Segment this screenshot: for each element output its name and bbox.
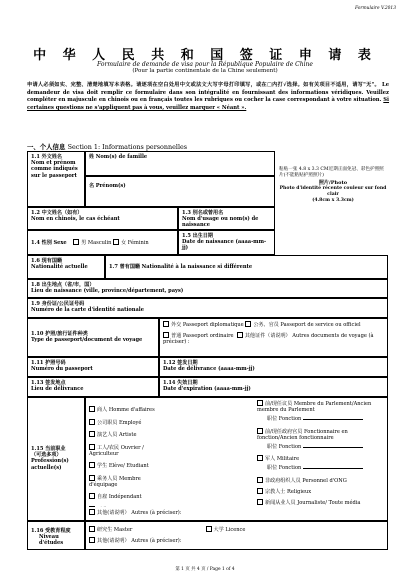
occ-opt bbox=[89, 462, 156, 469]
nationality-field[interactable] bbox=[27, 255, 105, 279]
form-version: Formulaire V.2013 bbox=[354, 6, 396, 11]
occ-religious-zh: 宗教人士 bbox=[265, 488, 286, 495]
occ-official-fn: 职位 Fonction bbox=[267, 444, 302, 451]
occ-military-fn-input[interactable] bbox=[303, 465, 363, 469]
field-1-7-zh: 1.7 曾有国籍 bbox=[109, 264, 141, 270]
occ-worker-fr: Ouvrier / Agriculteur bbox=[89, 444, 144, 457]
female-label-zh: 女 bbox=[121, 240, 127, 246]
occ-parliament-fr: Membre du Parlement/Ancien membre du Parlement bbox=[257, 401, 372, 414]
field-1-4-zh: 1.4 性别 bbox=[31, 240, 52, 246]
given-name-field[interactable] bbox=[85, 176, 275, 207]
other-document-checkbox[interactable] bbox=[237, 332, 243, 338]
occ-official-fn-input[interactable] bbox=[303, 444, 363, 448]
occ-businessman-zh: 商人 bbox=[97, 407, 108, 413]
field-1-1-label-zh: 1.1 外文姓名 bbox=[31, 154, 63, 160]
opt-service-zh: 公务、官员 bbox=[253, 322, 279, 328]
education-label bbox=[27, 521, 85, 550]
passport-type-options bbox=[159, 318, 388, 357]
section-heading-fr: Section 1: Informations personnelles bbox=[67, 143, 188, 151]
field-1-10-zh: 1.10 护照/旅行证件种类 bbox=[31, 331, 88, 337]
occ-right-opt bbox=[257, 428, 384, 441]
service-checkbox[interactable] bbox=[245, 321, 251, 327]
issue-place-field[interactable] bbox=[27, 377, 159, 397]
occ-businessman-fr: Homme d'affaires bbox=[108, 407, 155, 413]
occ-right-opt bbox=[257, 400, 384, 413]
chinese-name-field[interactable] bbox=[27, 207, 178, 230]
field-1-11-fr: Numéro du passeport bbox=[31, 366, 93, 373]
occ-crew-checkbox[interactable] bbox=[89, 475, 95, 481]
field-1-11-zh: 1.11 护照号码 bbox=[31, 360, 66, 366]
field-1-15-zh2: （可选多项） bbox=[31, 452, 62, 459]
occ-right-opt bbox=[257, 477, 384, 484]
field-1-12-zh: 1.12 签发日期 bbox=[163, 360, 198, 366]
occ-parliament-fn-input[interactable] bbox=[303, 416, 363, 420]
page-subtitle: Formulaire de demande de visa pour la République Populaire de Chine bbox=[97, 61, 313, 68]
field-1-13-zh: 1.13 签发地点 bbox=[31, 380, 66, 386]
occupation-other[interactable] bbox=[85, 507, 388, 521]
occ-other-fr: Autres (à préciser): bbox=[131, 510, 182, 516]
edu-licence-fr: Licence bbox=[225, 527, 246, 533]
field-1-15-fr: Profession(s) actuelle(s) bbox=[31, 458, 69, 471]
given-name-zh: 名 bbox=[89, 183, 95, 189]
occ-official-zh: 前/现任政府官员 bbox=[265, 428, 303, 435]
field-1-7-fr: Nationalité à la naissance si différente bbox=[141, 264, 253, 270]
occ-businessman-checkbox[interactable] bbox=[89, 406, 95, 412]
occ-journalist-fr: Journaliste/ Toute média bbox=[297, 500, 361, 507]
occ-employee-zh: 公司职员 bbox=[97, 419, 118, 426]
field-1-5-zh: 1.5 出生日期 bbox=[182, 233, 214, 239]
occ-employee-checkbox[interactable] bbox=[89, 419, 95, 425]
field-1-1-label-fr: Nom et prénom comme indiqués sur le passeport bbox=[31, 160, 78, 179]
alias-name-field[interactable] bbox=[178, 207, 275, 230]
field-1-2-zh: 1.2 中文姓名（如有） bbox=[31, 210, 83, 216]
occ-artist-fr: Artiste bbox=[119, 432, 137, 438]
passport-type-label bbox=[27, 318, 159, 357]
occ-journalist-checkbox[interactable] bbox=[257, 499, 263, 505]
occ-student-fr: Elève/ Etudiant bbox=[108, 463, 149, 470]
field-1-5-fr: Date de naissance (aaaa-mm-jj) bbox=[182, 239, 267, 252]
opt-diplomatic-zh: 外交 bbox=[171, 322, 182, 328]
occ-other-zh: 其他(请说明） bbox=[97, 510, 130, 516]
occ-religious-checkbox[interactable] bbox=[257, 488, 263, 494]
field-1-14-fr: Date d'expiration (aaaa-mm-jj) bbox=[163, 386, 251, 393]
female-label-fr: Féminin bbox=[127, 240, 149, 246]
field-1-8-fr: Lieu de naissance (ville, province/département, pays) bbox=[31, 288, 184, 295]
occupation-options-left bbox=[85, 397, 159, 507]
occ-right-opt bbox=[267, 416, 384, 422]
photo-instructions-zh: 粘贴一张 4.8 x 3.3 CM近期正面免冠、彩色护照照片(不能粘贴护照照片) bbox=[279, 167, 384, 178]
field-1-12-fr: Date de délivrance (aaaa-mm-jj) bbox=[163, 366, 255, 373]
photo-label: 照片/Photo bbox=[318, 179, 348, 186]
edu-licence-zh: 大学 bbox=[213, 527, 224, 533]
edu-other-zh: 其他(请说明） bbox=[97, 538, 130, 545]
photo-instructions-fr: Photo d'identité récente couleur sur fond clair bbox=[279, 186, 387, 198]
issue-date-field[interactable] bbox=[159, 357, 388, 377]
occ-official-fr: Fonctionnaire en fonction/Ancien fonctionnaire bbox=[257, 428, 348, 441]
male-label-zh: 男 bbox=[81, 240, 87, 246]
given-name-fr: Prénom(s) bbox=[95, 183, 126, 189]
field-1-3-zh: 1.3 别名或曾用名 bbox=[182, 210, 224, 216]
passport-number-field[interactable] bbox=[27, 357, 159, 377]
diplomatic-checkbox[interactable] bbox=[163, 321, 169, 327]
edu-other-checkbox[interactable] bbox=[89, 537, 95, 543]
occ-military-fr: Militaire bbox=[276, 456, 300, 463]
occ-ngo-zh: 非政府组织人员 bbox=[265, 477, 301, 484]
occ-right-opt bbox=[267, 444, 384, 450]
personal-info-form bbox=[27, 151, 388, 550]
occ-other-checkbox[interactable] bbox=[89, 509, 95, 515]
occ-opt bbox=[89, 406, 156, 413]
occ-opt bbox=[89, 493, 156, 500]
page-title: 中 华 人 民 共 和 国 签 证 申 请 表 bbox=[33, 48, 377, 63]
occ-parliament-checkbox[interactable] bbox=[257, 400, 263, 406]
field-1-16-fr: Niveau d'études bbox=[39, 534, 64, 547]
occ-right-opt bbox=[267, 465, 384, 471]
occ-student-checkbox[interactable] bbox=[89, 462, 95, 468]
field-1-15-zh: 1.15 当前职业 bbox=[31, 446, 66, 452]
field-1-6-fr: Nationalité actuelle bbox=[31, 264, 88, 271]
occ-opt bbox=[89, 431, 156, 438]
instructions-zh: 申请人必须如实、完整、清楚地填写本表格。请逐项在空白处用中文或法文大写字母打印填写，或在□内打√选择。如有关项目不适用，请写"无"。 bbox=[27, 82, 380, 88]
opt-diplomatic-fr: Passeport diplomatique bbox=[182, 322, 244, 328]
occ-ngo-checkbox[interactable] bbox=[257, 477, 263, 483]
occ-parliament-fn: 职位 Fonction bbox=[267, 416, 302, 423]
field-1-14-zh: 1.14 失效日期 bbox=[163, 380, 198, 386]
occ-opt bbox=[89, 419, 156, 426]
birth-place-field[interactable] bbox=[27, 279, 388, 298]
female-checkbox[interactable] bbox=[113, 239, 119, 245]
birth-date-field[interactable] bbox=[178, 230, 275, 255]
field-1-8-zh: 1.8 出生地点（省/市，国） bbox=[31, 282, 95, 288]
occ-crew-fr: Membre d'équipage bbox=[89, 475, 141, 488]
male-label-fr: Masculin bbox=[87, 240, 112, 246]
occupation-label bbox=[27, 397, 85, 521]
edu-other-fr: Autres (à préciser): bbox=[131, 538, 182, 545]
occ-worker-checkbox[interactable] bbox=[89, 444, 95, 450]
occ-opt bbox=[89, 444, 156, 457]
occ-official-checkbox[interactable] bbox=[257, 428, 263, 434]
occ-artist-zh: 演艺人员 bbox=[97, 432, 118, 438]
field-1-3-fr: Nom d'usage ou nom(s) de naissance bbox=[182, 216, 259, 229]
field-1-9-zh: 1.9 身份证/公民证号码 bbox=[31, 301, 85, 307]
occ-worker-zh: 工人/农民 bbox=[97, 444, 120, 451]
occ-military-fn: 职位 Fonction bbox=[267, 465, 302, 472]
opt-ordinary-fr: Passeport ordinaire bbox=[182, 333, 234, 340]
sex-field bbox=[27, 230, 178, 255]
occ-military-zh: 军人 bbox=[265, 456, 276, 463]
occ-crew-zh: 乘务人员 bbox=[97, 475, 118, 482]
occ-right-opt bbox=[257, 499, 384, 506]
instructions-fr-underlined: Si certaines questions ne s'appliquent pas à vous, veuillez marquer « Néant ». bbox=[27, 97, 390, 111]
occ-parliament-zh: 前/现任议员 bbox=[265, 401, 293, 407]
occ-self-employed-checkbox[interactable] bbox=[89, 493, 95, 499]
field-1-13-fr: Lieu de délivrance bbox=[31, 386, 84, 393]
occ-opt bbox=[89, 475, 156, 488]
occ-student-zh: 学生 bbox=[97, 463, 108, 470]
male-checkbox[interactable] bbox=[73, 239, 79, 245]
occ-ngo-fr: Personnel d'ONG bbox=[302, 477, 347, 484]
occ-journalist-zh: 新闻从业人员 bbox=[265, 500, 296, 507]
field-1-10-fr: Type de passeport/document de voyage bbox=[31, 337, 143, 344]
instructions-fr: Le demandeur de visa doit remplir ce formulaire dans son intégralité en fournissant des informations véridiques. Veuillez compléter en majuscule en chinois ou en français toutes les rubriques ou cocher la case correspondant à votre situation. bbox=[27, 82, 389, 104]
field-1-2-fr: Nom en chinois, le cas échéant bbox=[31, 216, 120, 223]
occ-religious-fr: Religieux bbox=[287, 488, 312, 495]
occ-right-opt bbox=[257, 488, 384, 495]
instructions bbox=[27, 82, 389, 112]
field-1-16-zh: 1.16 受教育程度 bbox=[31, 528, 71, 534]
occ-artist-checkbox[interactable] bbox=[89, 431, 95, 437]
occ-right-opt bbox=[257, 455, 384, 462]
id-number-field[interactable] bbox=[27, 298, 388, 318]
field-1-4-fr: Sexe bbox=[53, 240, 67, 246]
field-1-1-label bbox=[27, 151, 85, 207]
opt-other-zh: 其他证件（请说明） bbox=[244, 333, 291, 340]
section-heading bbox=[27, 142, 187, 151]
ordinary-checkbox[interactable] bbox=[163, 332, 169, 338]
family-name-fr: Nom(s) de famille bbox=[95, 154, 148, 160]
opt-service-fr: Passeport de service ou officiel bbox=[280, 322, 361, 328]
family-name-field[interactable] bbox=[85, 151, 275, 176]
edu-master-zh: 研究生 bbox=[97, 527, 113, 533]
former-nationality-field[interactable] bbox=[105, 255, 388, 279]
page-footer: 第 1 页 共 4 页 / Page 1 of 4 bbox=[175, 567, 235, 572]
edu-master-fr: Master bbox=[113, 527, 133, 533]
field-1-9-fr: Numéro de la carte d'identité nationale bbox=[31, 307, 144, 314]
photo-area[interactable] bbox=[279, 167, 387, 229]
section-heading-zh: 一、个人信息 bbox=[27, 143, 66, 151]
occ-self-employed-zh: 自雇 bbox=[97, 494, 108, 501]
expiry-date-field[interactable] bbox=[159, 377, 388, 397]
education-options bbox=[85, 521, 388, 550]
occ-self-employed-fr: Indépendant bbox=[108, 494, 142, 501]
page-subtitle-2: (Pour la partie continentale de la Chine seulement) bbox=[132, 68, 278, 74]
edu-master-checkbox[interactable] bbox=[89, 526, 95, 532]
occ-employee-fr: Employé bbox=[119, 419, 142, 426]
opt-ordinary-zh: 普通 bbox=[171, 333, 182, 340]
photo-size: (4.8cm x 3.3cm) bbox=[312, 197, 354, 203]
field-1-6-zh: 1.6 现有国籍 bbox=[31, 258, 63, 264]
opt-other-fr: Autres documents de voyage (à préciser) : bbox=[163, 333, 374, 346]
occ-military-checkbox[interactable] bbox=[257, 455, 263, 461]
occupation-options-right bbox=[257, 397, 388, 507]
family-name-zh: 姓 bbox=[89, 154, 95, 160]
edu-licence-checkbox[interactable] bbox=[206, 526, 212, 532]
